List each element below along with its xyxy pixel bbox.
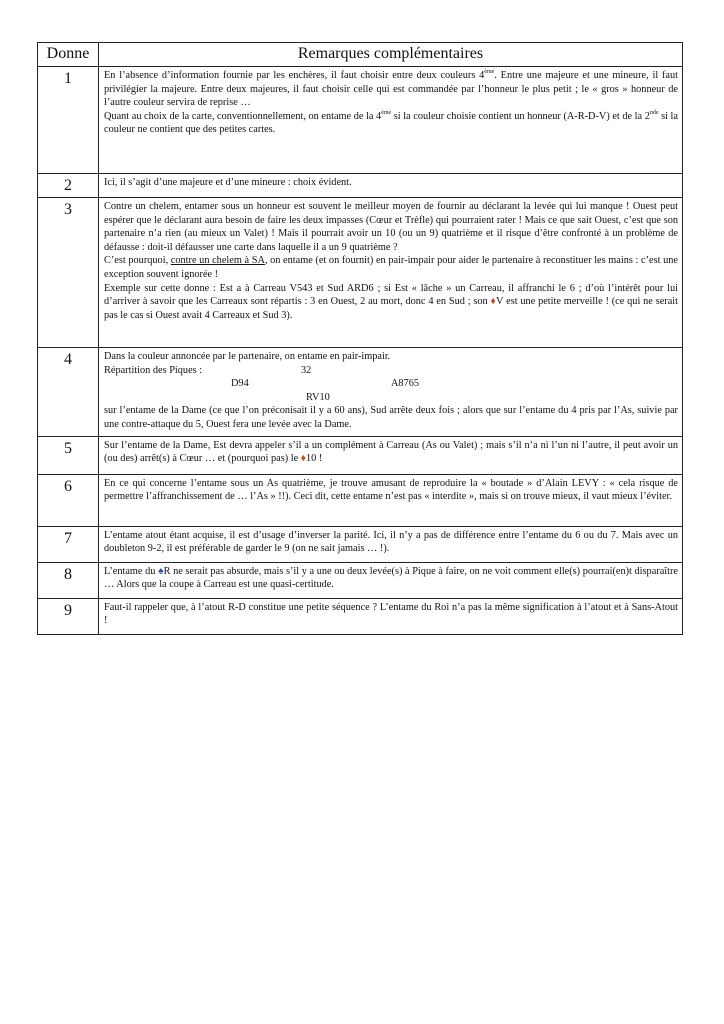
hand-south: RV10 [306,391,330,403]
header-remarques: Remarques complémentaires [99,43,683,67]
remark-cell [99,198,683,348]
superscript: ème [484,69,495,75]
table-row [38,436,683,474]
remark-text: En ce qui concerne l’entame sous un As quatrième, je trouve amusant de reproduire la « boutade » d’Alain LEVY : « cela risque de permettre l’affranchissement de … l’As » !!). Ceci dit, cette entame n’est pas « interdite », mais si on trouve mieux, il vaut mieux l’éviter. [104,477,678,503]
table-row [38,598,683,634]
remark-cell [99,474,683,526]
remark-paragraph [104,254,678,281]
remark-cell [99,348,683,437]
remark-text: Exemple sur cette donne : Est a à Carreau V543 et Sud ARD6 ; si Est « lâche » un Carreau, il affranchi le 6 ; d’où l’intérêt pour lui d’arriver à savoir que les Carreaux sont répartis : 3 en Ouest, 2 au mort, donc 4 en Sud ; son [104,282,678,308]
remark-text: si la couleur choisie contient un honneur (A-R-D-V) et de la 2 [391,110,650,122]
remark-cell [99,67,683,174]
remark-paragraph [104,69,678,110]
deal-number: 5 [38,436,99,474]
table-header-row [38,43,683,67]
superscript: nde [649,109,659,116]
remark-text: Sur l’entame de la Dame, Est devra appeler s’il a un complément à Carreau (As ou Valet) ; mais s’il n’a ni l’un ni l’autre, il peut avoir un (ou des) arrêt(s) à Cœur … et (pourquoi pas) le [104,439,678,465]
remark-paragraph: Contre un chelem, entamer sous un honneur est souvent le meilleur moyen de fournir au déclarant la levée qui lui manque ! Ouest peut espérer que le déclarant aura besoin de faire les deux impasses (Cœur et Trèfle) qui pourraient rater ! Mais ce que sait Ouest, c’est que son partenaire n’a rien (au mieux un Valet) ! Mais il pourrait avoir un 10 (ou un 9) quatrième et il risque d’être confronté à un problème de défausse : doit-il défausser une carte dans laquelle il a un 9 quatrième ? [104,201,678,253]
remark-text: L’entame du [104,565,159,577]
hand-north: 32 [301,364,312,376]
remark-text: V est une petite merveille ! (ce qui ne serait pas le cas si Ouest avait 4 Carreaux et Sud 3). [104,296,678,321]
deal-line-west-east [104,377,678,391]
remark-paragraph: sur l’entame de la Dame (ce que l’on préconisait il y a 60 ans), Sud arrête deux fois ; alors que sur l’entame du 4 pris par l’As, suivie par une contre-attaque du 5, Ouest fera une levée avec la Dame. [104,405,678,430]
table-row [38,198,683,348]
deal-number: 8 [38,562,99,598]
remark-text: Quant au choix de la carte, conventionnellement, on entame de la 4 [104,110,382,122]
superscript: ème [381,109,392,116]
deal-number: 4 [38,348,99,437]
remark-text: Faut-il rappeler que, à l’atout R-D constitue une petite séquence ? L’entame du Roi n’a pas la même signification à l’atout et à Sans-Atout ! [104,601,678,627]
remark-text: Ici, il s’agit d’une majeure et d’une mineure : choix évident. [104,177,352,188]
table-row [38,562,683,598]
remark-text: . Entre une majeure et une mineure, il faut privilégier la majeure. Entre deux majeures, il faut choisir celle qui est commandée par l’honneur le plus petit ; le « gros » honneur de l’autre couleur servira de reprise … [104,70,678,109]
remark-cell [99,526,683,562]
table-row [38,526,683,562]
remark-text: 10 ! [306,453,323,465]
table-row [38,474,683,526]
deal-line-south [104,391,678,405]
deal-number: 6 [38,474,99,526]
header-donne: Donne [38,43,99,67]
table-row [38,67,683,174]
remark-text: , on entame (et on fournit) en pair-impair pour aider le partenaire à reconstituer les mains : c’est une exception souvent ignorée ! [104,255,678,280]
remark-text: En l’absence d’information fournie par les enchères, il faut choisir entre deux couleurs 4 [104,70,485,81]
remark-paragraph [104,110,678,137]
deal-number: 3 [38,198,99,348]
remark-cell [99,562,683,598]
underlined-text: contre un chelem à SA [170,255,265,267]
remark-cell [99,436,683,474]
remark-text: si la couleur ne contient que des petites cartes. [104,110,678,136]
remark-cell [99,598,683,634]
deal-number: 1 [38,67,99,174]
deal-number: 9 [38,598,99,634]
remarks-table [37,42,683,635]
table-row [38,348,683,437]
remark-paragraph: Dans la couleur annoncée par le partenaire, on entame en pair-impair. [104,351,391,362]
remark-cell [99,174,683,198]
deal-number: 2 [38,174,99,198]
deal-number: 7 [38,526,99,562]
remark-paragraph [104,282,678,323]
hand-east: A8765 [391,378,420,390]
diamond-icon: ♦ [490,296,497,308]
hand-west: D94 [231,378,249,390]
spade-icon: ♠ [158,565,164,577]
deal-line-north [104,364,678,378]
remark-text: C’est pourquoi, [104,255,171,267]
remark-text: R ne serait pas absurde, mais s’il y a une ou deux levée(s) à Pique à faire, on ne voit comment elle(s) pourrai(en)t disparaître … Alors que la coupe à Carreau est une quasi-certitude. [104,565,678,591]
remark-text: L’entame atout étant acquise, il est d’usage d’inverser la parité. Ici, il n’y a pas de différence entre l’entame du 6 ou du 7. Mais avec un doubleton 9-2, il est préférable de garder le 9 (on ne sait jamais … !). [104,529,678,555]
distribution-label: Répartition des Piques : [104,364,203,376]
diamond-icon: ♦ [300,453,306,465]
table-row [38,174,683,198]
